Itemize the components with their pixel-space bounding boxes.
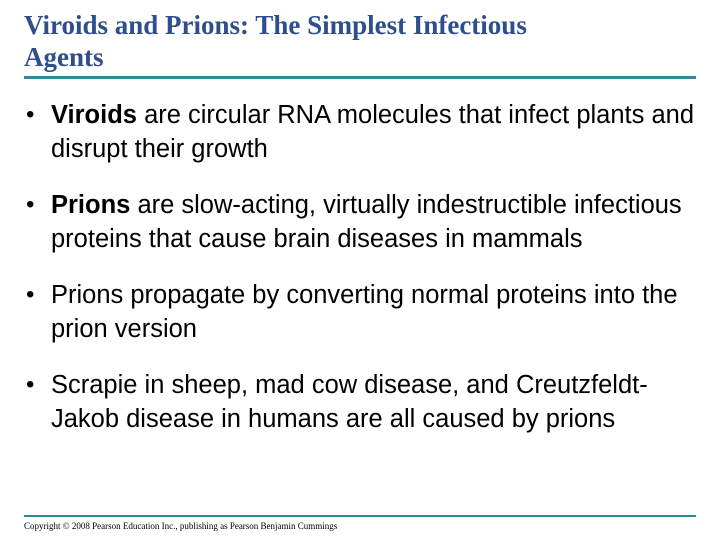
slide-title	[24, 9, 664, 73]
bullet-text: Scrapie in sheep, mad cow disease, and Creutzfeldt-Jakob disease in humans are all caused by prions	[51, 371, 648, 433]
bullet-item-viroids	[24, 98, 696, 166]
slide-title-line-2: Agents	[24, 42, 104, 72]
bullet-item-propagation	[24, 278, 696, 346]
bullet-text: Prions propagate by converting normal proteins into the prion version	[51, 281, 678, 343]
bullet-dot-icon: •	[26, 191, 35, 218]
bullet-term: Prions	[51, 191, 131, 219]
bullet-item-diseases	[24, 368, 696, 436]
bullet-term: Viroids	[51, 101, 137, 129]
slide-title-line-1: Viroids and Prions: The Simplest Infectious	[24, 10, 527, 40]
bullet-dot-icon: •	[26, 101, 35, 128]
title-divider	[24, 76, 696, 79]
bullet-text: are circular RNA molecules that infect plants and disrupt their growth	[51, 101, 694, 163]
footer-divider	[24, 515, 696, 517]
bullet-list	[24, 98, 696, 458]
bullet-dot-icon: •	[26, 371, 35, 398]
bullet-dot-icon: •	[26, 281, 35, 308]
copyright-notice: Copyright © 2008 Pearson Education Inc., publishing as Pearson Benjamin Cummings	[24, 521, 338, 531]
bullet-item-prions	[24, 188, 696, 256]
bullet-text: are slow-acting, virtually indestructible infectious proteins that cause brain diseases in mammals	[51, 191, 682, 253]
